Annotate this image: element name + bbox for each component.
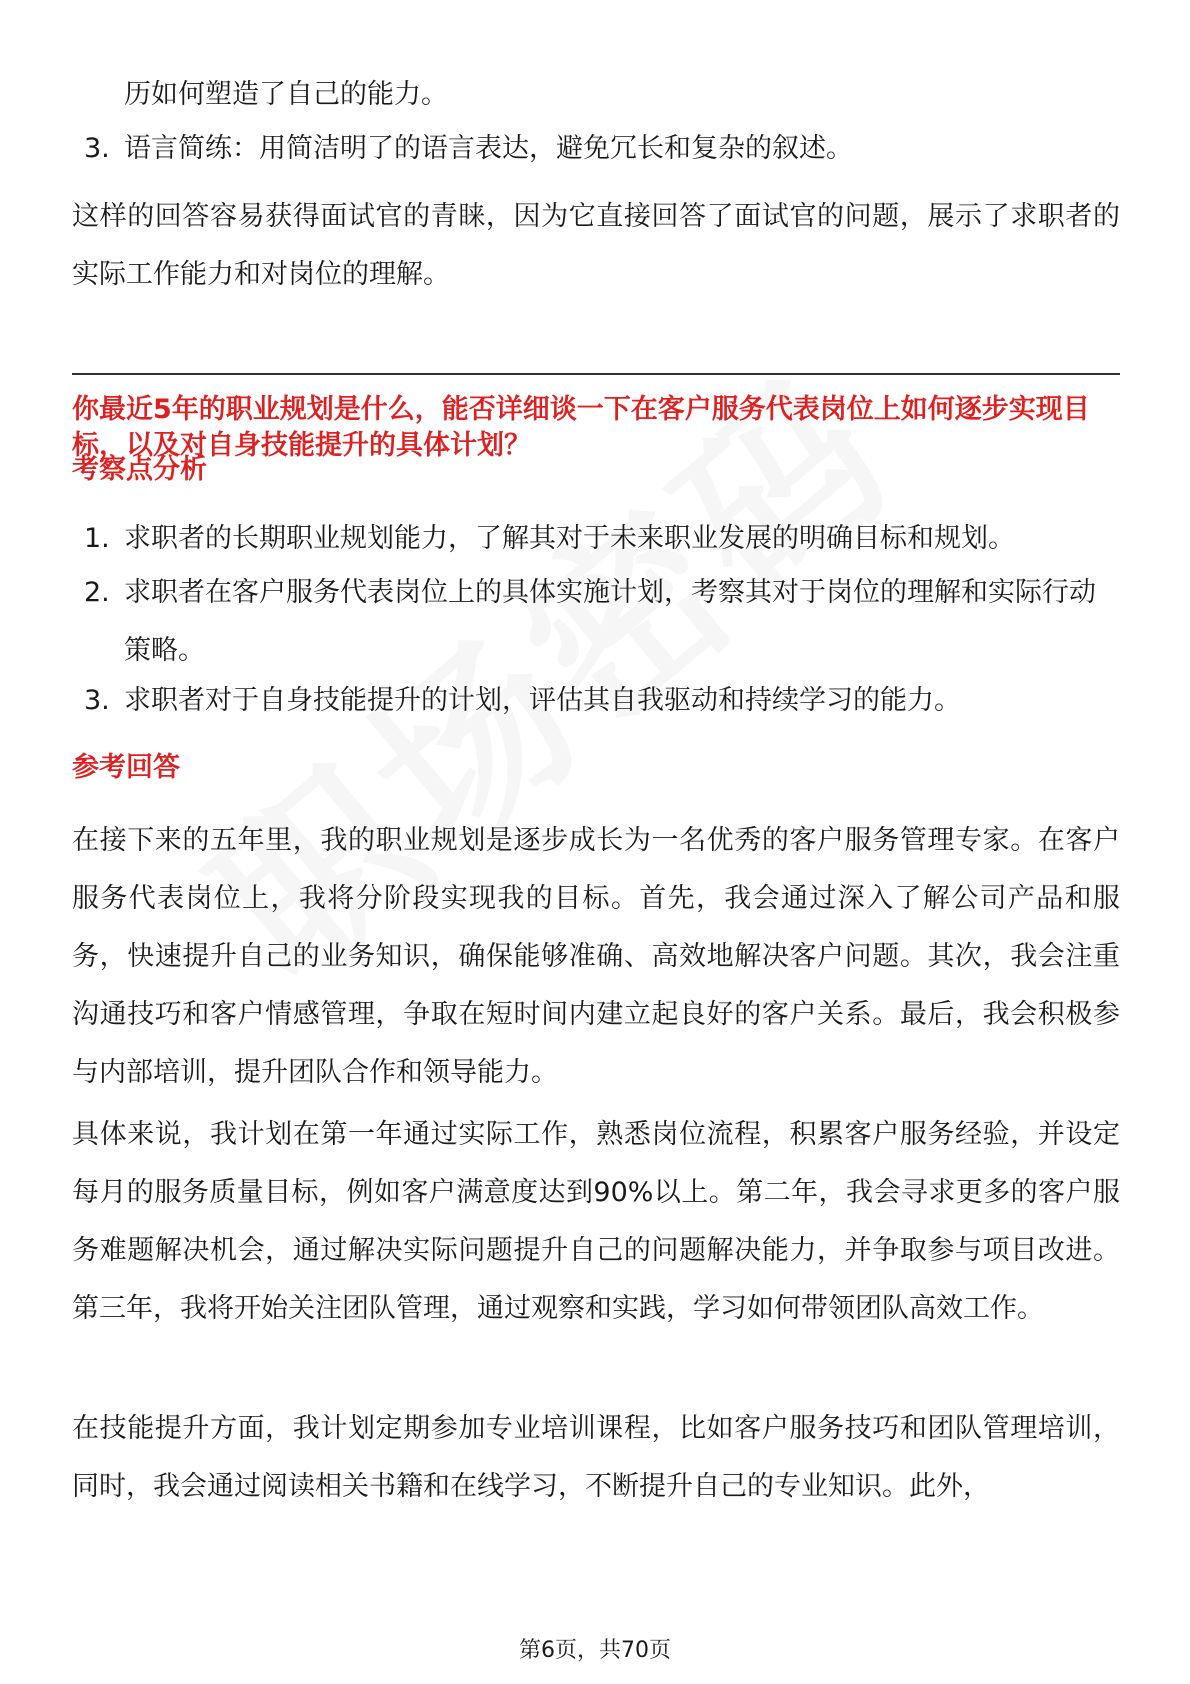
list-item — [72, 120, 1122, 178]
list-text: 求职者在客户服务代表岗位上的具体实施计划，考察其对于岗位的理解和实际行动策略。 — [124, 577, 1096, 666]
analysis-heading: 考察点分析 — [72, 454, 207, 485]
section-divider — [72, 373, 1120, 375]
list-number: 1. — [84, 523, 110, 554]
list-text: 语言简练：用简洁明了的语言表达，避免冗长和复杂的叙述。 — [124, 133, 853, 164]
answer-paragraph: 具体来说，我计划在第一年通过实际工作，熟悉岗位流程，积累客户服务经验，并设定每月的服务质量目标，例如客户满意度达到90%以上。第二年，我会寻求更多的客户服务难题解决机会，通过解决实际问题提升自己的问题解决能力，并争取参与项目改进。第三年，我将开始关注团队管理，通过观察和实践，学习如何带领团队高效工作。 — [72, 1119, 1120, 1324]
answer-heading: 参考回答 — [72, 752, 180, 783]
list-number: 2. — [84, 577, 110, 608]
answer-paragraph: 在技能提升方面，我计划定期参加专业培训课程，比如客户服务技巧和团队管理培训，同时，我会通过阅读相关书籍和在线学习，不断提升自己的专业知识。此外， — [72, 1413, 1120, 1502]
list-item — [72, 564, 1122, 680]
list-number: 3. — [84, 685, 110, 716]
answer-paragraph: 在接下来的五年里，我的职业规划是逐步成长为一名优秀的客户服务管理专家。在客户服务代表岗位上，我将分阶段实现我的目标。首先，我会通过深入了解公司产品和服务，快速提升自己的业务知识，确保能够准确、高效地解决客户问题。其次，我会注重沟通技巧和客户情感管理，争取在短时间内建立起良好的客户关系。最后，我会积极参与内部培训，提升团队合作和领导能力。 — [72, 825, 1120, 1088]
list-text: 求职者对于自身技能提升的计划，评估其自我驱动和持续学习的能力。 — [124, 685, 961, 716]
list-text: 求职者的长期职业规划能力，了解其对于未来职业发展的明确目标和规划。 — [124, 523, 1015, 554]
list-item — [72, 510, 1122, 568]
list-item — [72, 672, 1122, 730]
continued-list-text: 历如何塑造了自己的能力。 — [124, 79, 448, 110]
summary-paragraph: 这样的回答容易获得面试官的青睐，因为它直接回答了面试官的问题，展示了求职者的实际工作能力和对岗位的理解。 — [72, 201, 1120, 290]
question-title: 你最近5年的职业规划是什么，能否详细谈一下在客户服务代表岗位上如何逐步实现目标，以及对自身技能提升的具体计划？ — [72, 394, 1090, 461]
list-number: 3. — [84, 133, 110, 164]
page-number: 第6页，共70页 — [519, 1638, 671, 1663]
